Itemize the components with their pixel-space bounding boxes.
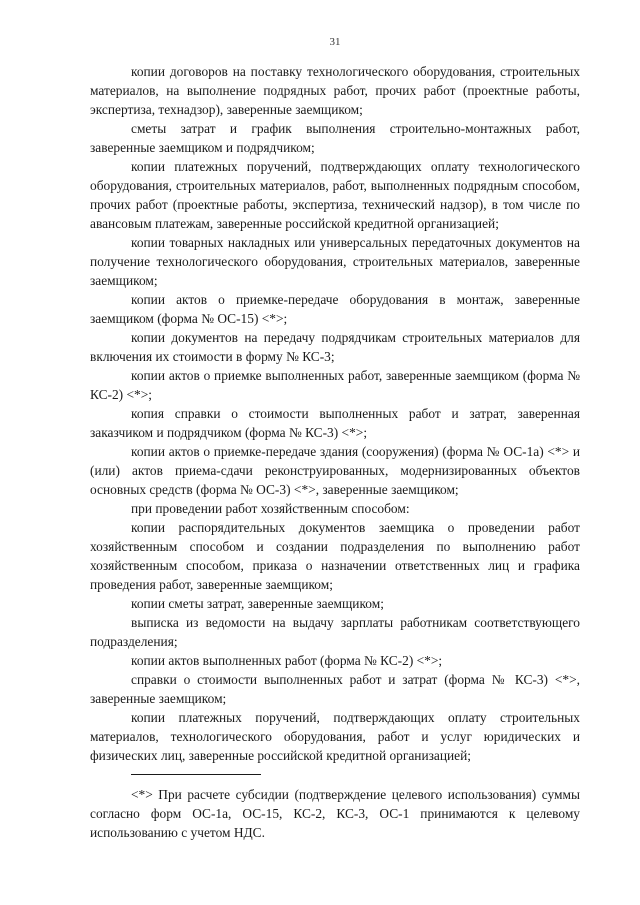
page-number: 31 <box>329 36 341 48</box>
paragraph: копии договоров на поставку технологического оборудования, строительных материалов, на выполнение подрядных работ, прочих работ (проектные работы, экспертиза, технадзор), заверенные заемщиком; <box>90 64 580 117</box>
paragraph: копия справки о стоимости выполненных работ и затрат, заверенная заказчиком и подрядчиком (форма № КС-3) <*>; <box>90 406 580 440</box>
paragraph: копии платежных поручений, подтверждающих оплату строительных материалов, технологического оборудования, работ и услуг юридических и физических лиц, заверенные российской кредитной организацией; <box>90 710 580 763</box>
footnote-separator <box>131 774 261 775</box>
paragraph: копии сметы затрат, заверенные заемщиком; <box>131 596 384 611</box>
paragraph: выписка из ведомости на выдачу зарплаты работникам соответствующего подразделения; <box>90 615 580 649</box>
paragraph: копии товарных накладных или универсальных передаточных документов на получение технологического оборудования, строительных материалов, заверенные заемщиком; <box>90 235 580 288</box>
paragraph: копии распорядительных документов заемщика о проведении работ хозяйственным способом и создании подразделения по выполнению работ хозяйственным способом, приказа о назначении ответственных лиц и графика проведения работ, заверенные заемщиком; <box>90 520 580 592</box>
paragraph: при проведении работ хозяйственным способом: <box>131 501 410 516</box>
paragraph: справки о стоимости выполненных работ и затрат (форма № КС-3) <*>, заверенные заемщиком; <box>90 672 580 706</box>
paragraph: копии актов выполненных работ (форма № КС-2) <*>; <box>131 653 443 668</box>
paragraph: копии актов о приемке выполненных работ, заверенные заемщиком (форма № КС-2) <*>; <box>90 368 580 402</box>
document-page <box>90 36 580 842</box>
paragraph: сметы затрат и график выполнения строительно-монтажных работ, заверенные заемщиком и подрядчиком; <box>90 121 580 155</box>
footnote: <*> При расчете субсидии (подтверждение целевого использования) суммы согласно форм ОС-1а, ОС-15, КС-2, КС-3, ОС-1 принимаются к целевому использованию с учетом НДС. <box>90 787 580 840</box>
paragraph: копии документов на передачу подрядчикам строительных материалов для включения их стоимости в форму № КС-3; <box>90 330 580 364</box>
paragraph: копии платежных поручений, подтверждающих оплату технологического оборудования, строительных материалов, работ, выполненных подрядным способом, прочих работ (проектные работы, экспертиза, технический надзор), в том числе по авансовым платежам, заверенные российской кредитной организацией; <box>90 159 580 231</box>
paragraph: копии актов о приемке-передаче здания (сооружения) (форма № ОС-1а) <*> и (или) актов приема-сдачи реконструированных, модернизированных объектов основных средств (форма № ОС-3) <*>, заверенные заемщиком; <box>90 444 580 497</box>
paragraph: копии актов о приемке-передаче оборудования в монтаж, заверенные заемщиком (форма № ОС-15) <*>; <box>90 292 580 326</box>
